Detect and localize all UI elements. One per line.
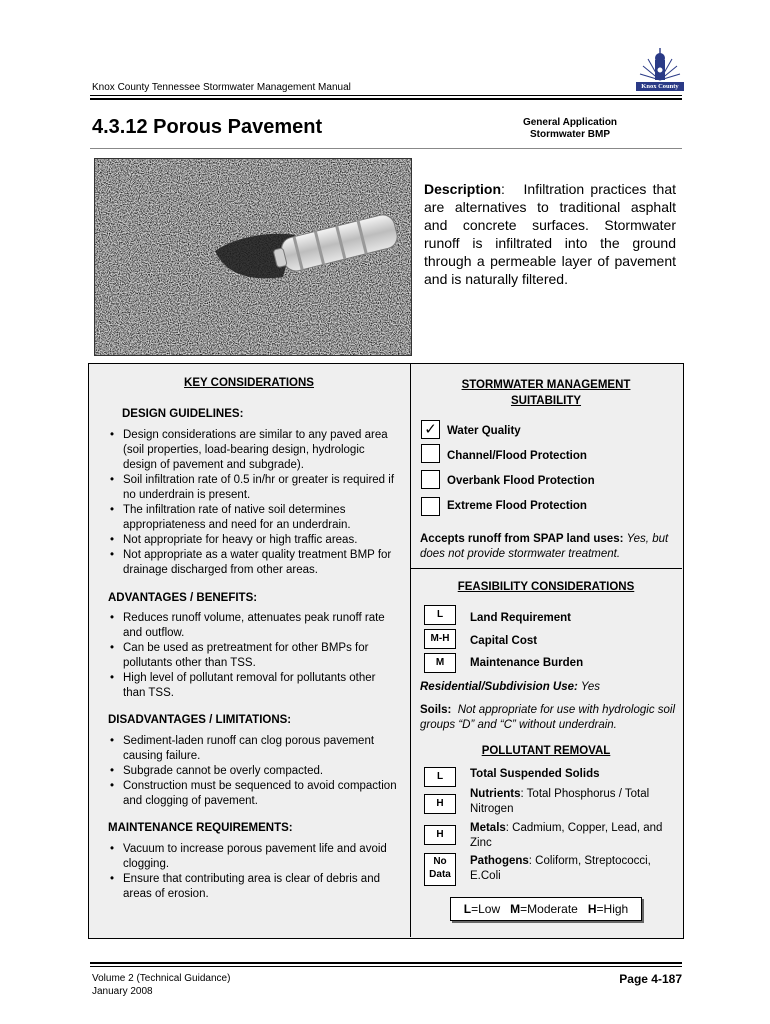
pathogens-rating	[424, 853, 456, 886]
suitability-divider	[410, 568, 682, 569]
pathogens-rating-line1: No	[433, 856, 447, 867]
design-guidelines-heading: DESIGN GUIDELINES:	[122, 408, 244, 420]
footer-rule	[90, 966, 682, 967]
footer-rule-thick	[90, 962, 682, 964]
overbank-flood-label: Overbank Flood Protection	[447, 475, 595, 487]
header-rule-thick	[90, 98, 682, 100]
list-item: • Sediment-laden runoff can clog porous pavement causing failure.	[108, 734, 398, 764]
soils-note	[420, 703, 680, 733]
description: Description: Infiltration practices that are alternatives to traditional asphalt and concrete surfaces. Stormwater runoff is infiltrated into the ground through a permeable layer of pavement and is naturally filtered.	[424, 181, 676, 287]
logo-text: Knox County	[636, 82, 684, 91]
list-item: • The infiltration rate of native soil determines appropriateness and need for an underdrain.	[108, 503, 398, 533]
pathogens-item	[470, 854, 675, 884]
list-item: • Subgrade cannot be overly compacted.	[108, 764, 398, 779]
capital-cost-rating: M-H	[424, 629, 456, 649]
disadvantages-list	[108, 734, 398, 809]
residential-use-note	[420, 680, 680, 695]
legend-l-key: L	[463, 902, 472, 916]
list-item: • Soil infiltration rate of 0.5 in/hr or greater is required if no underdrain is present.	[108, 473, 398, 503]
pollutant-removal-heading: POLLUTANT REMOVAL	[481, 745, 611, 757]
key-considerations-heading: KEY CONSIDERATIONS	[184, 377, 314, 389]
suitability-heading	[410, 377, 682, 409]
bmp-category-line1: General Application	[522, 117, 618, 128]
porous-pavement-photo	[94, 158, 412, 356]
bmp-category	[510, 117, 630, 141]
water-quality-checkbox: ✓	[421, 420, 440, 439]
channel-flood-label: Channel/Flood Protection	[447, 450, 587, 462]
extreme-flood-checkbox	[421, 497, 440, 516]
maintenance-list	[108, 842, 398, 902]
advantages-list	[108, 611, 398, 701]
pathogens-text: : Coliform, Streptococci, E.Coli	[470, 855, 651, 882]
header-rule	[90, 95, 682, 96]
water-quality-label: Water Quality	[447, 425, 521, 437]
maintenance-heading: MAINTENANCE REQUIREMENTS:	[108, 822, 293, 834]
tss-label: Total Suspended Solids	[470, 768, 600, 780]
feasibility-heading: FEASIBILITY CONSIDERATIONS	[457, 581, 635, 593]
footer-volume: Volume 2 (Technical Guidance)	[92, 973, 231, 984]
list-item: • Design considerations are similar to any paved area (soil properties, load-bearing design, hydrologic design of pavement and subgrade).	[108, 428, 398, 473]
soils-text: Not appropriate for use with hydrologic soil groups “D” and “C” without underdrain.	[420, 704, 676, 731]
legend-h-text: =High	[596, 902, 629, 916]
rating-legend	[450, 897, 642, 921]
nutrients-text: : Total Phosphorus / Total Nitrogen	[470, 788, 650, 815]
footer-date: January 2008	[92, 986, 153, 997]
suitability-heading-line2: SUITABILITY	[510, 395, 582, 407]
nutrients-label: Nutrients	[470, 788, 521, 800]
column-divider	[410, 363, 411, 937]
page-title: 4.3.12 Porous Pavement	[92, 116, 323, 138]
nutrients-item	[470, 787, 675, 817]
legend-l-text: =Low	[471, 902, 501, 916]
description-label: Description	[424, 181, 502, 197]
list-item: • Not appropriate for heavy or high traffic areas.	[108, 533, 398, 548]
advantages-heading: ADVANTAGES / BENEFITS:	[108, 592, 258, 604]
channel-flood-checkbox	[421, 444, 440, 463]
legend-m-text: =Moderate	[520, 902, 578, 916]
legend-m-key: M	[510, 902, 521, 916]
manual-title: Knox County Tennessee Stormwater Management Manual	[92, 82, 351, 93]
pathogens-rating-line2: Data	[429, 869, 451, 880]
footer-volume-info	[92, 972, 230, 998]
bmp-category-line2: Stormwater BMP	[529, 129, 610, 140]
metals-item	[470, 821, 675, 851]
description-text: Infiltration practices that are alternatives to traditional asphalt and concrete surfaces. Stormwater runoff is infiltrated into the ground through a permeable layer of pavement and is naturally filtered.	[424, 181, 676, 287]
residential-use-label: Residential/Subdivision Use:	[420, 681, 578, 693]
pathogens-label: Pathogens	[470, 855, 529, 867]
metals-rating: H	[424, 825, 456, 845]
soils-label: Soils:	[420, 704, 452, 716]
overbank-flood-checkbox	[421, 470, 440, 489]
list-item: • Not appropriate as a water quality treatment BMP for drainage discharged from other areas.	[108, 548, 398, 578]
suitability-heading-line1: STORMWATER MANAGEMENT	[461, 379, 631, 391]
tss-rating: L	[424, 767, 456, 787]
spap-note-text: but does not provide stormwater treatment.	[420, 533, 669, 560]
list-item: • Vacuum to increase porous pavement life and avoid clogging.	[108, 842, 398, 872]
residential-use-value: Yes	[580, 681, 601, 693]
extreme-flood-label: Extreme Flood Protection	[447, 500, 587, 512]
legend-h-key: H	[587, 902, 597, 916]
maintenance-burden-rating: M	[424, 653, 456, 673]
title-rule	[90, 148, 682, 149]
metals-text: : Cadmium, Copper, Lead, and Zinc	[470, 822, 663, 849]
spap-value: Yes,	[626, 533, 650, 545]
capital-cost-label: Capital Cost	[470, 635, 538, 647]
maintenance-burden-label: Maintenance Burden	[470, 657, 584, 669]
design-guidelines-list	[108, 428, 398, 578]
list-item: • Reduces runoff volume, attenuates peak runoff rate and outflow.	[108, 611, 398, 641]
metals-label: Metals	[470, 822, 506, 834]
disadvantages-heading: DISADVANTAGES / LIMITATIONS:	[108, 714, 292, 726]
nutrients-rating: H	[424, 794, 456, 814]
list-item: • Can be used as pretreatment for other BMPs for pollutants other than TSS.	[108, 641, 398, 671]
spap-label: Accepts runoff from SPAP land uses:	[420, 533, 624, 545]
list-item: • Ensure that contributing area is clear of debris and areas of erosion.	[108, 872, 398, 902]
list-item: • Construction must be sequenced to avoid compaction and clogging of pavement.	[108, 779, 398, 809]
land-requirement-rating: L	[424, 605, 456, 625]
land-requirement-label: Land Requirement	[470, 612, 571, 624]
spap-note	[420, 532, 680, 562]
list-item: • High level of pollutant removal for pollutants other than TSS.	[108, 671, 398, 701]
page-number: Page 4-187	[619, 972, 682, 986]
